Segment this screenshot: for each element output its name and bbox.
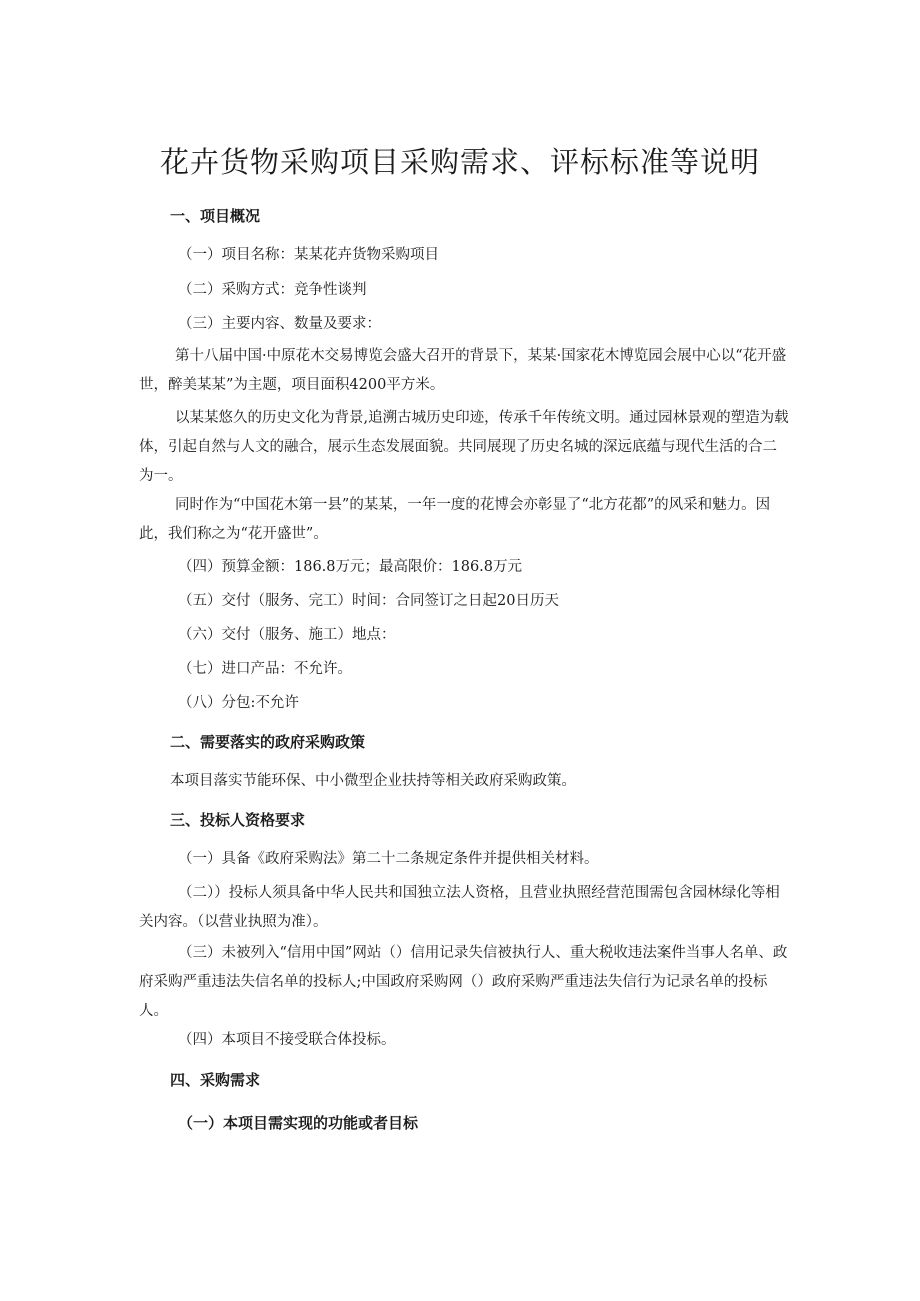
section-heading-bidder-qualification: 三、投标人资格要求 bbox=[170, 811, 306, 829]
qualification-item-4: （四）本项目不接受联合体投标。 bbox=[178, 1032, 396, 1048]
policy-text: 本项目落实节能环保、中小微型企业扶持等相关政府采购政策。 bbox=[170, 773, 576, 789]
qualification-item-2: （二））投标人须具备中华人民共和国独立法人资格，且营业执照经营范围需包含园林绿化等相关内容。（以营业执照为准）。 bbox=[139, 885, 780, 930]
delivery-time-item: （五）交付（服务、完工）时间：合同签订之日起20日历天 bbox=[178, 593, 559, 609]
history-paragraph: 以某某悠久的历史文化为背景,追溯古城历史印迹，传承千年传统文明。通过园林景观的塑造为载体，引起自然与人文的融合，展示生态发展面貌。共同展现了历史名城的深远底蕴与现代生活的合二为一。 bbox=[139, 410, 789, 484]
section-heading-project-overview: 一、项目概况 bbox=[170, 207, 261, 225]
budget-item: （四）预算金额：186.8万元；最高限价：186.8万元 bbox=[178, 559, 523, 575]
imported-products-item: （七）进口产品：不允许。 bbox=[178, 661, 352, 677]
section-heading-procurement-requirements: 四、采购需求 bbox=[170, 1071, 261, 1089]
main-content-item: （三）主要内容、数量及要求： bbox=[178, 316, 381, 332]
project-name-item: （一）项目名称：某某花卉货物采购项目 bbox=[178, 247, 439, 263]
procurement-method-item: （二）采购方式：竞争性谈判 bbox=[178, 282, 367, 298]
qualification-item-1: （一）具备《政府采购法》第二十二条规定条件并提供相关材料。 bbox=[178, 851, 599, 867]
background-paragraph: 第十八届中国·中原花木交易博览会盛大召开的背景下，某某·国家花木博览园会展中心以“花开盛世，醉美某某”为主题，项目面积4200平方米。 bbox=[139, 348, 787, 393]
document-title: 花卉货物采购项目采购需求、评标标准等说明 bbox=[159, 145, 760, 179]
delivery-location-item: （六）交付（服务、施工）地点： bbox=[178, 627, 396, 643]
qualification-item-3: （三）未被列入“信用中国”网站（）信用记录失信被执行人、重大税收违法案件当事人名单、政府采购严重违法失信名单的投标人;中国政府采购网（）政府采购严重违法失信行为记录名单的投标人。 bbox=[139, 945, 788, 1019]
section-heading-government-policy: 二、需要落实的政府采购政策 bbox=[170, 733, 366, 751]
subsection-heading-functions-goals: （一）本项目需实现的功能或者目标 bbox=[178, 1114, 419, 1132]
subcontract-item: （八）分包:不允许 bbox=[178, 695, 299, 711]
flower-capital-paragraph: 同时作为“中国花木第一县”的某某，一年一度的花博会亦彰显了“北方花都”的风采和魅力。因此，我们称之为“花开盛世”。 bbox=[139, 497, 771, 542]
